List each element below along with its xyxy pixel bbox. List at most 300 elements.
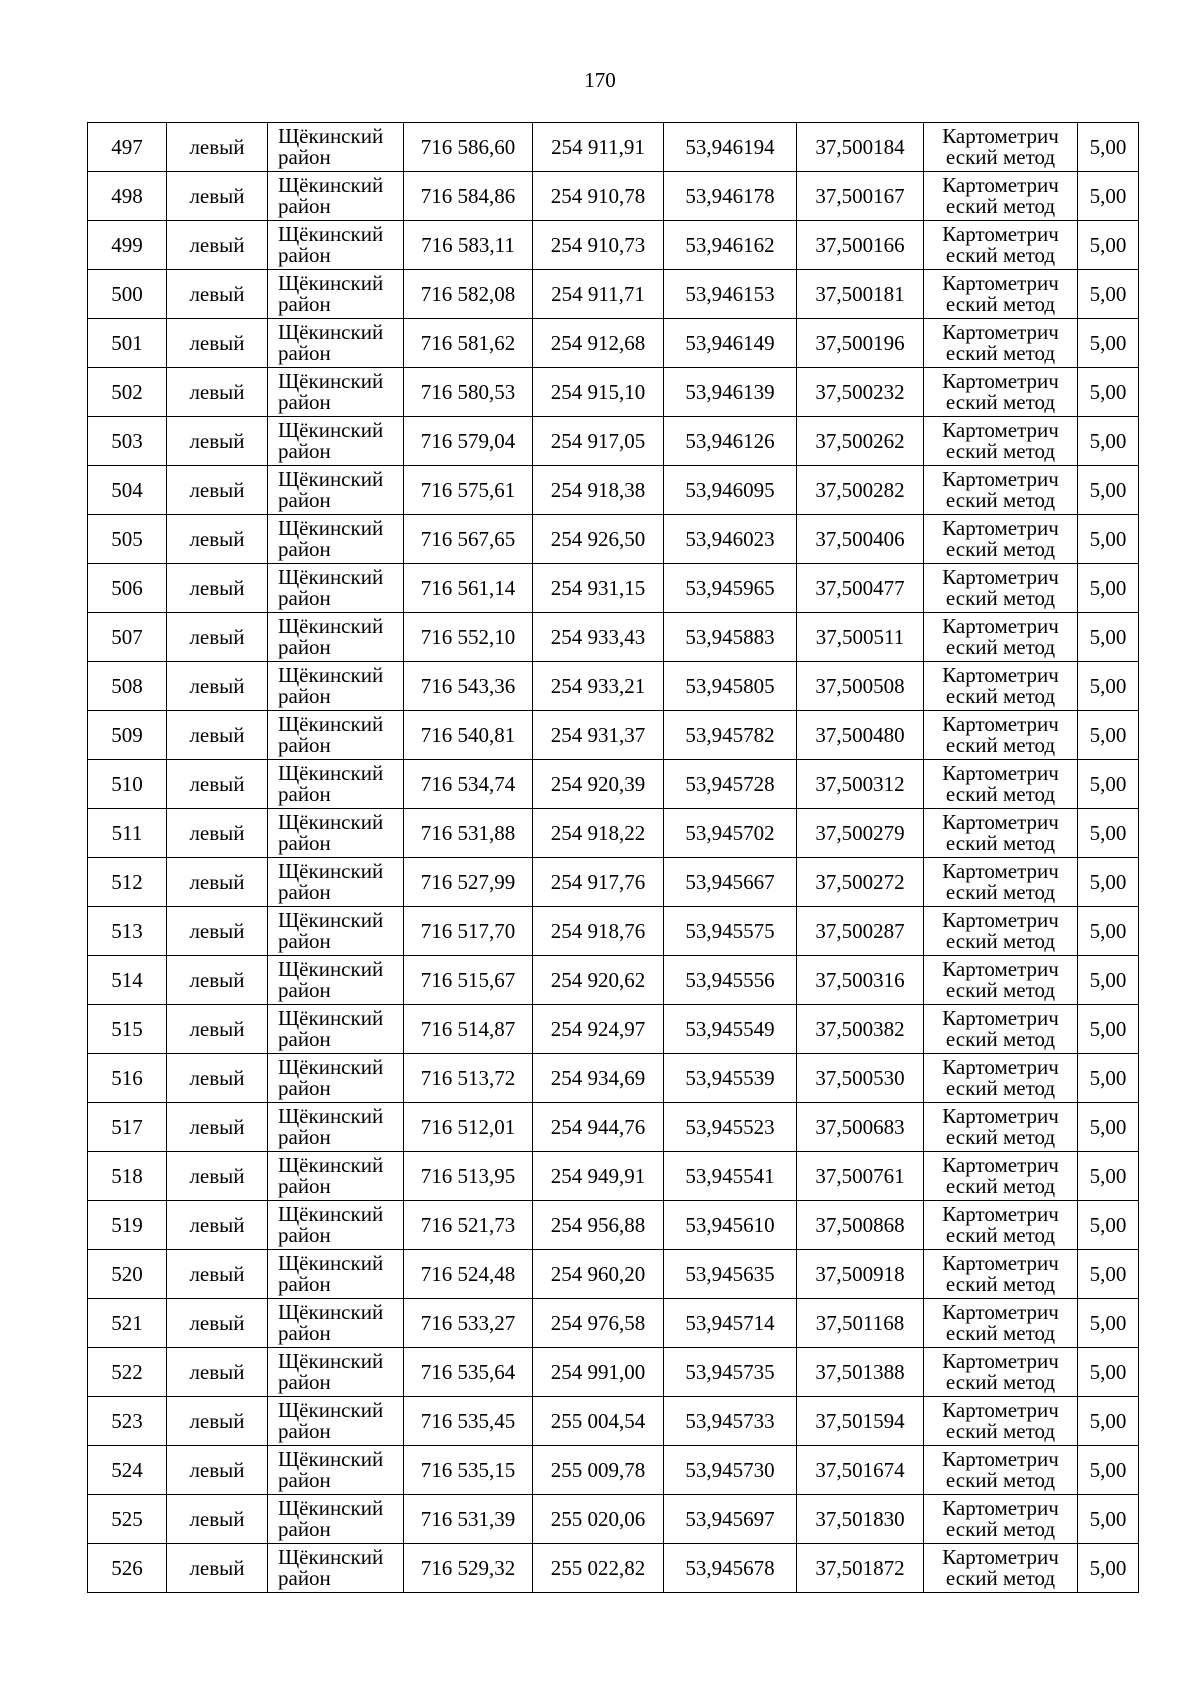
side-cell: левый: [167, 1495, 268, 1544]
longitude-cell: 37,500406: [797, 515, 924, 564]
point-number-cell: 520: [88, 1250, 167, 1299]
accuracy-cell: 5,00: [1078, 1250, 1139, 1299]
method-cell-line: еский метод: [945, 390, 1056, 414]
district-cell: [268, 221, 404, 270]
accuracy-cell: 5,00: [1078, 1005, 1139, 1054]
table-row: [88, 123, 1139, 172]
side-cell: левый: [167, 1348, 268, 1397]
page-number: 170: [584, 68, 616, 92]
y-coordinate-cell: 255 004,54: [533, 1397, 664, 1446]
y-coordinate-cell: 254 911,91: [533, 123, 664, 172]
method-cell-line: еский метод: [945, 1076, 1056, 1100]
district-cell: [268, 662, 404, 711]
district-cell: [268, 1544, 404, 1593]
longitude-cell: 37,500511: [797, 613, 924, 662]
table-row: [88, 1103, 1139, 1152]
y-coordinate-cell: 254 933,43: [533, 613, 664, 662]
accuracy-cell: 5,00: [1078, 1495, 1139, 1544]
y-coordinate-cell: 254 917,05: [533, 417, 664, 466]
district-cell-line: район: [278, 880, 331, 904]
point-number-cell: 499: [88, 221, 167, 270]
point-number-cell: 505: [88, 515, 167, 564]
x-coordinate-cell: 716 512,01: [404, 1103, 533, 1152]
method-cell-line: еский метод: [945, 1272, 1056, 1296]
longitude-cell: 37,500184: [797, 123, 924, 172]
latitude-cell: 53,945697: [664, 1495, 797, 1544]
accuracy-cell: 5,00: [1078, 760, 1139, 809]
method-cell-line: Картометрич: [942, 1545, 1059, 1569]
district-cell-line: Щёкинский: [278, 761, 384, 785]
district-cell-line: Щёкинский: [278, 565, 384, 589]
method-cell-line: еский метод: [945, 978, 1056, 1002]
x-coordinate-cell: 716 533,27: [404, 1299, 533, 1348]
latitude-cell: 53,945714: [664, 1299, 797, 1348]
point-number-cell: 511: [88, 809, 167, 858]
district-cell-line: район: [278, 1566, 331, 1590]
district-cell: [268, 1495, 404, 1544]
longitude-cell: 37,500262: [797, 417, 924, 466]
side-cell: левый: [167, 1397, 268, 1446]
point-number-cell: 524: [88, 1446, 167, 1495]
district-cell-line: район: [278, 1272, 331, 1296]
latitude-cell: 53,946153: [664, 270, 797, 319]
x-coordinate-cell: 716 583,11: [404, 221, 533, 270]
method-cell: [924, 319, 1078, 368]
longitude-cell: 37,500480: [797, 711, 924, 760]
method-cell: [924, 466, 1078, 515]
district-cell: [268, 564, 404, 613]
longitude-cell: 37,500181: [797, 270, 924, 319]
point-number-cell: 522: [88, 1348, 167, 1397]
method-cell: [924, 858, 1078, 907]
point-number-cell: 501: [88, 319, 167, 368]
method-cell: [924, 123, 1078, 172]
longitude-cell: 37,500196: [797, 319, 924, 368]
method-cell-line: Картометрич: [942, 1055, 1059, 1079]
y-coordinate-cell: 254 976,58: [533, 1299, 664, 1348]
table-row: [88, 1054, 1139, 1103]
latitude-cell: 53,945805: [664, 662, 797, 711]
district-cell-line: район: [278, 586, 331, 610]
side-cell: левый: [167, 1299, 268, 1348]
method-cell-line: Картометрич: [942, 712, 1059, 736]
longitude-cell: 37,501388: [797, 1348, 924, 1397]
point-number-cell: 510: [88, 760, 167, 809]
x-coordinate-cell: 716 581,62: [404, 319, 533, 368]
x-coordinate-cell: 716 529,32: [404, 1544, 533, 1593]
method-cell: [924, 662, 1078, 711]
method-cell-line: Картометрич: [942, 1398, 1059, 1422]
y-coordinate-cell: 254 931,37: [533, 711, 664, 760]
accuracy-cell: 5,00: [1078, 564, 1139, 613]
district-cell-line: Щёкинский: [278, 957, 384, 981]
district-cell-line: район: [278, 1027, 331, 1051]
district-cell: [268, 1250, 404, 1299]
method-cell-line: еский метод: [945, 880, 1056, 904]
method-cell: [924, 956, 1078, 1005]
table-row: [88, 368, 1139, 417]
point-number-cell: 526: [88, 1544, 167, 1593]
accuracy-cell: 5,00: [1078, 809, 1139, 858]
table-row: [88, 1397, 1139, 1446]
accuracy-cell: 5,00: [1078, 1201, 1139, 1250]
district-cell-line: Щёкинский: [278, 1055, 384, 1079]
side-cell: левый: [167, 1250, 268, 1299]
district-cell-line: Щёкинский: [278, 663, 384, 687]
table-row: [88, 172, 1139, 221]
district-cell-line: район: [278, 831, 331, 855]
x-coordinate-cell: 716 515,67: [404, 956, 533, 1005]
accuracy-cell: 5,00: [1078, 956, 1139, 1005]
x-coordinate-cell: 716 579,04: [404, 417, 533, 466]
x-coordinate-cell: 716 521,73: [404, 1201, 533, 1250]
y-coordinate-cell: 254 910,73: [533, 221, 664, 270]
method-cell-line: еский метод: [945, 831, 1056, 855]
district-cell: [268, 466, 404, 515]
method-cell-line: еский метод: [945, 1419, 1056, 1443]
district-cell-line: Щёкинский: [278, 810, 384, 834]
y-coordinate-cell: 255 020,06: [533, 1495, 664, 1544]
y-coordinate-cell: 254 949,91: [533, 1152, 664, 1201]
table-row: [88, 270, 1139, 319]
point-number-cell: 512: [88, 858, 167, 907]
district-cell-line: Щёкинский: [278, 173, 384, 197]
accuracy-cell: 5,00: [1078, 221, 1139, 270]
method-cell: [924, 1446, 1078, 1495]
district-cell: [268, 760, 404, 809]
method-cell-line: еский метод: [945, 194, 1056, 218]
method-cell-line: Картометрич: [942, 467, 1059, 491]
x-coordinate-cell: 716 534,74: [404, 760, 533, 809]
method-cell: [924, 417, 1078, 466]
y-coordinate-cell: 254 926,50: [533, 515, 664, 564]
table-body: [88, 123, 1139, 1593]
y-coordinate-cell: 254 934,69: [533, 1054, 664, 1103]
table-row: [88, 1005, 1139, 1054]
district-cell-line: район: [278, 1517, 331, 1541]
y-coordinate-cell: 254 960,20: [533, 1250, 664, 1299]
district-cell-line: Щёкинский: [278, 1447, 384, 1471]
district-cell-line: район: [278, 1076, 331, 1100]
latitude-cell: 53,945730: [664, 1446, 797, 1495]
method-cell-line: еский метод: [945, 1468, 1056, 1492]
accuracy-cell: 5,00: [1078, 858, 1139, 907]
longitude-cell: 37,500166: [797, 221, 924, 270]
table-row: [88, 1250, 1139, 1299]
longitude-cell: 37,500508: [797, 662, 924, 711]
side-cell: левый: [167, 319, 268, 368]
accuracy-cell: 5,00: [1078, 515, 1139, 564]
latitude-cell: 53,945541: [664, 1152, 797, 1201]
longitude-cell: 37,500868: [797, 1201, 924, 1250]
district-cell: [268, 1054, 404, 1103]
latitude-cell: 53,945539: [664, 1054, 797, 1103]
method-cell: [924, 809, 1078, 858]
district-cell: [268, 1103, 404, 1152]
method-cell-line: Картометрич: [942, 761, 1059, 785]
longitude-cell: 37,501830: [797, 1495, 924, 1544]
method-cell-line: Картометрич: [942, 369, 1059, 393]
longitude-cell: 37,500272: [797, 858, 924, 907]
method-cell-line: Картометрич: [942, 124, 1059, 148]
side-cell: левый: [167, 515, 268, 564]
longitude-cell: 37,500232: [797, 368, 924, 417]
accuracy-cell: 5,00: [1078, 1348, 1139, 1397]
method-cell-line: еский метод: [945, 1027, 1056, 1051]
x-coordinate-cell: 716 575,61: [404, 466, 533, 515]
district-cell-line: Щёкинский: [278, 222, 384, 246]
district-cell-line: район: [278, 194, 331, 218]
x-coordinate-cell: 716 531,88: [404, 809, 533, 858]
side-cell: левый: [167, 123, 268, 172]
side-cell: левый: [167, 564, 268, 613]
point-number-cell: 525: [88, 1495, 167, 1544]
method-cell-line: Картометрич: [942, 908, 1059, 932]
x-coordinate-cell: 716 535,45: [404, 1397, 533, 1446]
district-cell-line: Щёкинский: [278, 1251, 384, 1275]
district-cell-line: район: [278, 292, 331, 316]
point-number-cell: 498: [88, 172, 167, 221]
method-cell-line: Картометрич: [942, 614, 1059, 638]
side-cell: левый: [167, 1152, 268, 1201]
side-cell: левый: [167, 809, 268, 858]
table-row: [88, 1495, 1139, 1544]
x-coordinate-cell: 716 561,14: [404, 564, 533, 613]
district-cell: [268, 417, 404, 466]
method-cell: [924, 760, 1078, 809]
side-cell: левый: [167, 907, 268, 956]
method-cell: [924, 1054, 1078, 1103]
district-cell-line: Щёкинский: [278, 1398, 384, 1422]
district-cell-line: Щёкинский: [278, 1202, 384, 1226]
district-cell-line: район: [278, 929, 331, 953]
point-number-cell: 521: [88, 1299, 167, 1348]
method-cell-line: Картометрич: [942, 320, 1059, 344]
longitude-cell: 37,500167: [797, 172, 924, 221]
x-coordinate-cell: 716 527,99: [404, 858, 533, 907]
district-cell: [268, 1299, 404, 1348]
y-coordinate-cell: 254 920,39: [533, 760, 664, 809]
district-cell: [268, 1005, 404, 1054]
district-cell-line: район: [278, 145, 331, 169]
district-cell-line: район: [278, 243, 331, 267]
longitude-cell: 37,501594: [797, 1397, 924, 1446]
district-cell: [268, 809, 404, 858]
district-cell: [268, 711, 404, 760]
latitude-cell: 53,946095: [664, 466, 797, 515]
point-number-cell: 518: [88, 1152, 167, 1201]
method-cell-line: еский метод: [945, 1517, 1056, 1541]
table-row: [88, 662, 1139, 711]
method-cell-line: еский метод: [945, 1174, 1056, 1198]
method-cell: [924, 515, 1078, 564]
y-coordinate-cell: 254 911,71: [533, 270, 664, 319]
latitude-cell: 53,945523: [664, 1103, 797, 1152]
method-cell: [924, 907, 1078, 956]
latitude-cell: 53,945556: [664, 956, 797, 1005]
table-row: [88, 221, 1139, 270]
latitude-cell: 53,945965: [664, 564, 797, 613]
point-number-cell: 502: [88, 368, 167, 417]
district-cell-line: Щёкинский: [278, 1496, 384, 1520]
method-cell: [924, 711, 1078, 760]
method-cell-line: еский метод: [945, 1125, 1056, 1149]
point-number-cell: 516: [88, 1054, 167, 1103]
method-cell-line: еский метод: [945, 1223, 1056, 1247]
district-cell-line: Щёкинский: [278, 712, 384, 736]
latitude-cell: 53,946178: [664, 172, 797, 221]
point-number-cell: 506: [88, 564, 167, 613]
district-cell-line: район: [278, 341, 331, 365]
district-cell-line: район: [278, 488, 331, 512]
district-cell-line: Щёкинский: [278, 1300, 384, 1324]
point-number-cell: 504: [88, 466, 167, 515]
method-cell-line: Картометрич: [942, 271, 1059, 295]
method-cell: [924, 1103, 1078, 1152]
accuracy-cell: 5,00: [1078, 466, 1139, 515]
side-cell: левый: [167, 270, 268, 319]
district-cell: [268, 1446, 404, 1495]
district-cell-line: район: [278, 1223, 331, 1247]
district-cell-line: район: [278, 1321, 331, 1345]
side-cell: левый: [167, 1005, 268, 1054]
side-cell: левый: [167, 956, 268, 1005]
accuracy-cell: 5,00: [1078, 1544, 1139, 1593]
x-coordinate-cell: 716 586,60: [404, 123, 533, 172]
longitude-cell: 37,501872: [797, 1544, 924, 1593]
method-cell-line: еский метод: [945, 733, 1056, 757]
method-cell-line: Картометрич: [942, 1349, 1059, 1373]
table-row: [88, 956, 1139, 1005]
x-coordinate-cell: 716 513,72: [404, 1054, 533, 1103]
method-cell: [924, 221, 1078, 270]
latitude-cell: 53,945549: [664, 1005, 797, 1054]
method-cell-line: Картометрич: [942, 1153, 1059, 1177]
method-cell: [924, 1299, 1078, 1348]
district-cell-line: Щёкинский: [278, 1006, 384, 1030]
side-cell: левый: [167, 466, 268, 515]
method-cell-line: еский метод: [945, 439, 1056, 463]
accuracy-cell: 5,00: [1078, 319, 1139, 368]
method-cell-line: еский метод: [945, 635, 1056, 659]
x-coordinate-cell: 716 552,10: [404, 613, 533, 662]
table-row: [88, 319, 1139, 368]
latitude-cell: 53,945782: [664, 711, 797, 760]
latitude-cell: 53,946162: [664, 221, 797, 270]
accuracy-cell: 5,00: [1078, 662, 1139, 711]
longitude-cell: 37,500382: [797, 1005, 924, 1054]
method-cell: [924, 1544, 1078, 1593]
table-row: [88, 1201, 1139, 1250]
side-cell: левый: [167, 221, 268, 270]
method-cell: [924, 613, 1078, 662]
point-number-cell: 517: [88, 1103, 167, 1152]
x-coordinate-cell: 716 567,65: [404, 515, 533, 564]
y-coordinate-cell: 254 918,38: [533, 466, 664, 515]
table-row: [88, 711, 1139, 760]
longitude-cell: 37,500918: [797, 1250, 924, 1299]
district-cell-line: Щёкинский: [278, 124, 384, 148]
method-cell-line: Картометрич: [942, 1104, 1059, 1128]
method-cell-line: Картометрич: [942, 565, 1059, 589]
side-cell: левый: [167, 613, 268, 662]
side-cell: левый: [167, 711, 268, 760]
district-cell-line: Щёкинский: [278, 1153, 384, 1177]
method-cell-line: Картометрич: [942, 1006, 1059, 1030]
point-number-cell: 523: [88, 1397, 167, 1446]
district-cell: [268, 1397, 404, 1446]
y-coordinate-cell: 254 918,76: [533, 907, 664, 956]
point-number-cell: 514: [88, 956, 167, 1005]
method-cell: [924, 1250, 1078, 1299]
point-number-cell: 515: [88, 1005, 167, 1054]
district-cell-line: Щёкинский: [278, 1545, 384, 1569]
method-cell-line: еский метод: [945, 929, 1056, 953]
side-cell: левый: [167, 172, 268, 221]
y-coordinate-cell: 254 912,68: [533, 319, 664, 368]
side-cell: левый: [167, 858, 268, 907]
longitude-cell: 37,500287: [797, 907, 924, 956]
table-row: [88, 466, 1139, 515]
y-coordinate-cell: 254 944,76: [533, 1103, 664, 1152]
side-cell: левый: [167, 368, 268, 417]
latitude-cell: 53,945575: [664, 907, 797, 956]
district-cell-line: район: [278, 1419, 331, 1443]
accuracy-cell: 5,00: [1078, 172, 1139, 221]
y-coordinate-cell: 254 917,76: [533, 858, 664, 907]
district-cell-line: Щёкинский: [278, 369, 384, 393]
method-cell-line: еский метод: [945, 1370, 1056, 1394]
point-number-cell: 503: [88, 417, 167, 466]
table-row: [88, 564, 1139, 613]
y-coordinate-cell: 254 991,00: [533, 1348, 664, 1397]
side-cell: левый: [167, 760, 268, 809]
district-cell: [268, 1201, 404, 1250]
point-number-cell: 507: [88, 613, 167, 662]
longitude-cell: 37,500761: [797, 1152, 924, 1201]
district-cell-line: район: [278, 390, 331, 414]
latitude-cell: 53,946023: [664, 515, 797, 564]
table-row: [88, 417, 1139, 466]
table-row: [88, 515, 1139, 564]
method-cell-line: еский метод: [945, 684, 1056, 708]
method-cell: [924, 1348, 1078, 1397]
latitude-cell: 53,945667: [664, 858, 797, 907]
x-coordinate-cell: 716 514,87: [404, 1005, 533, 1054]
y-coordinate-cell: 254 915,10: [533, 368, 664, 417]
district-cell-line: Щёкинский: [278, 271, 384, 295]
x-coordinate-cell: 716 513,95: [404, 1152, 533, 1201]
side-cell: левый: [167, 1446, 268, 1495]
method-cell-line: Картометрич: [942, 1300, 1059, 1324]
method-cell-line: Картометрич: [942, 1251, 1059, 1275]
y-coordinate-cell: 254 956,88: [533, 1201, 664, 1250]
method-cell: [924, 172, 1078, 221]
x-coordinate-cell: 716 580,53: [404, 368, 533, 417]
district-cell-line: Щёкинский: [278, 418, 384, 442]
latitude-cell: 53,945610: [664, 1201, 797, 1250]
method-cell-line: еский метод: [945, 537, 1056, 561]
district-cell-line: Щёкинский: [278, 1104, 384, 1128]
district-cell: [268, 1152, 404, 1201]
table-row: [88, 1544, 1139, 1593]
method-cell: [924, 1152, 1078, 1201]
district-cell-line: Щёкинский: [278, 516, 384, 540]
longitude-cell: 37,501168: [797, 1299, 924, 1348]
accuracy-cell: 5,00: [1078, 417, 1139, 466]
method-cell-line: Картометрич: [942, 173, 1059, 197]
district-cell: [268, 515, 404, 564]
